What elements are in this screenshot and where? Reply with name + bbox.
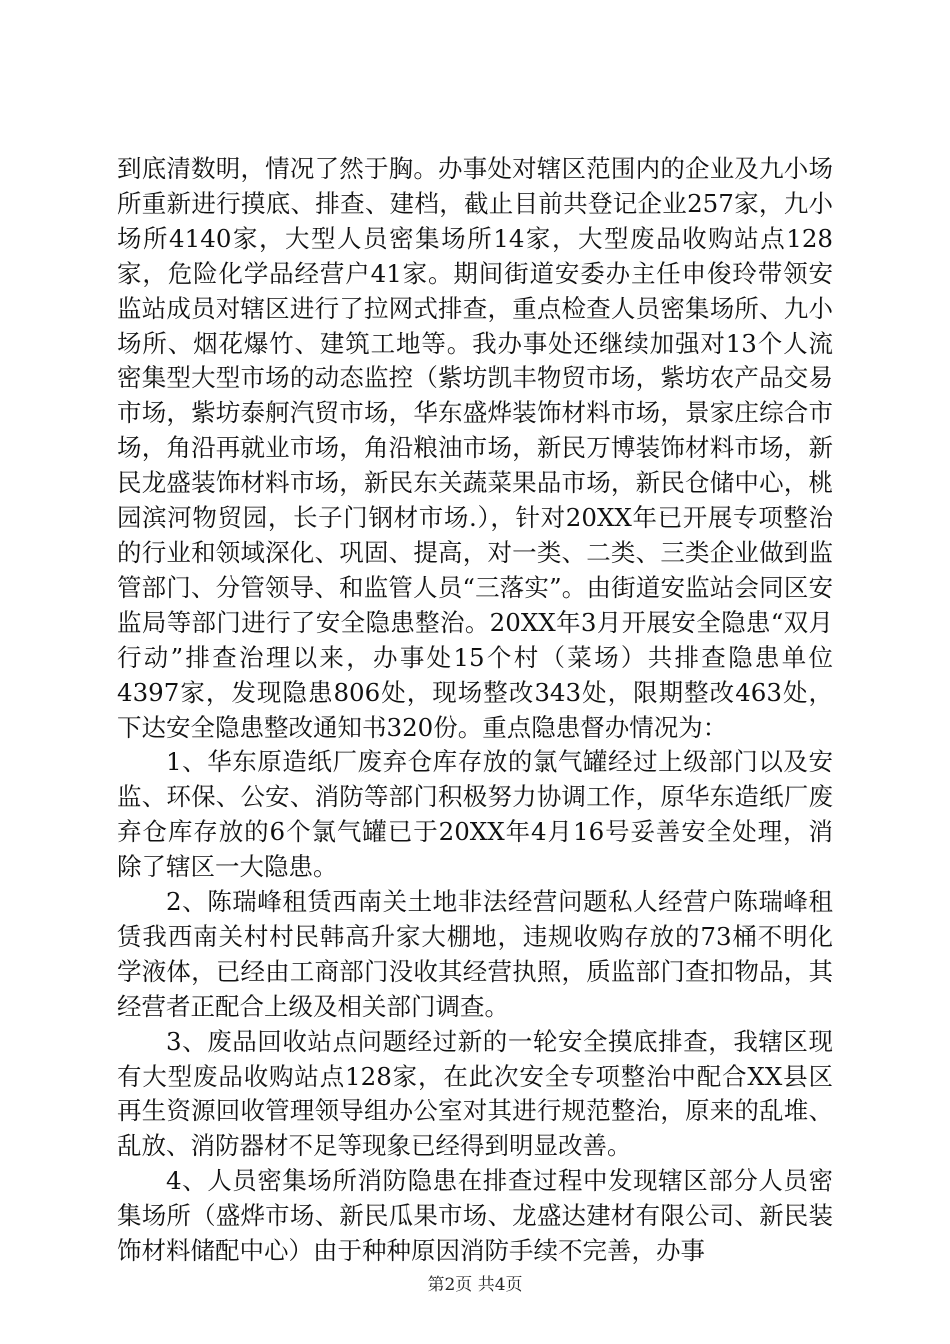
document-body (117, 152, 833, 1269)
page-number-footer: 第2页 共4页 (427, 1275, 523, 1295)
paragraph-intro: 到底清数明，情况了然于胸。办事处对辖区范围内的企业及九小场所重新进行摸底、排查、建档，截止目前共登记企业257家，九小场所4140家，大型人员密集场所14家，大型废品收购站点128家，危险化学品经营户41家。期间街道安委办主任申俊玲带领安监站成员对辖区进行了拉网式排查，重点检查人员密集场所、九小场所、烟花爆竹、建筑工地等。我办事处还继续加强对13个人流密集型大型市场的动态监控（紫坊凯丰物贸市场，紫坊农产品交易市场，紫坊泰舸汽贸市场，华东盛烨装饰材料市场，景家庄综合市场，角沿再就业市场，角沿粮油市场，新民万博装饰材料市场，新民龙盛装饰材料市场，新民东关蔬菜果品市场，新民仓储中心，桃园滨河物贸园，长子门钢材市场.），针对20XX年已开展专项整治的行业和领域深化、巩固、提高，对一类、二类、三类企业做到监管部门、分管领导、和监管人员“三落实”。由街道安监站会同区安监局等部门进行了安全隐患整治。20XX年3月开展安全隐患“双月行动”排查治理以来，办事处15个村（菜场）共排查隐患单位4397家，发现隐患806处，现场整改343处，限期整改463处，下达安全隐患整改通知书320份。重点隐患督办情况为： (117, 154, 833, 742)
paragraph-item-2: 2、陈瑞峰租赁西南关土地非法经营问题私人经营户陈瑞峰租赁我西南关村村民韩高升家大棚地，违规收购存放的73桶不明化学液体，已经由工商部门没收其经营执照，质监部门查扣物品，其经营者正配合上级及相关部门调查。 (117, 887, 833, 1021)
paragraph-item-3: 3、废品回收站点问题经过新的一轮安全摸底排查，我辖区现有大型废品收购站点128家，在此次安全专项整治中配合XX县区再生资源回收管理领导组办公室对其进行规范整治，原来的乱堆、乱放、消防器材不足等现象已经得到明显改善。 (117, 1026, 833, 1161)
paragraph-item-4: 4、人员密集场所消防隐患在排查过程中发现辖区部分人员密集场所（盛烨市场、新民瓜果市场、龙盛达建材有限公司、新民装饰材料储配中心）由于种种原因消防手续不完善，办事 (117, 1166, 833, 1266)
paragraph-item-1: 1、华东原造纸厂废弃仓库存放的氯气罐经过上级部门以及安监、环保、公安、消防等部门积极努力协调工作，原华东造纸厂废弃仓库存放的6个氯气罐已于20XX年4月16号妥善安全处理，消除了辖区一大隐患。 (117, 747, 833, 882)
